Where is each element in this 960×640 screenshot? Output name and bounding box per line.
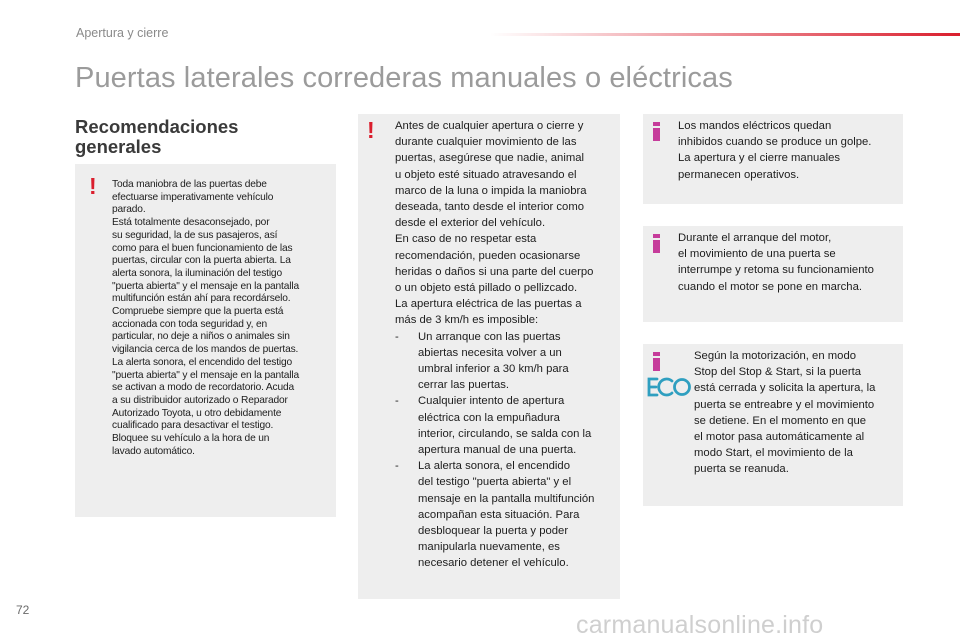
text-line: Toda maniobra de las puertas debe bbox=[112, 179, 267, 190]
info-box-text bbox=[694, 348, 902, 478]
text-line: Bloquee su vehículo a la hora de un bbox=[112, 433, 270, 445]
text-line: "puerta abierta" y el mensaje en la pantalla bbox=[112, 369, 299, 381]
warning-box-general bbox=[75, 164, 336, 517]
text-line: Según la motorización, en modo bbox=[694, 350, 857, 362]
text-line: desbloquear la puerta y poder bbox=[418, 525, 569, 538]
text-line: Está totalmente desaconsejado, por bbox=[112, 217, 270, 229]
text-line: apertura manual de una puerta. bbox=[418, 444, 577, 457]
text-line: u objeto esté situado atravesando el bbox=[395, 168, 577, 181]
text-line: el movimiento de una puerta se bbox=[678, 248, 836, 261]
watermark: carmanualsonline.info bbox=[576, 611, 824, 639]
list-item bbox=[395, 329, 620, 394]
text-line: puerta se entreabre y el movimiento bbox=[694, 398, 875, 411]
text-line: a su distribuidor autorizado o Reparador bbox=[112, 394, 288, 406]
text-line: como para el buen funcionamiento de las bbox=[112, 242, 293, 254]
info-icon bbox=[653, 234, 660, 253]
dash-list bbox=[395, 329, 620, 572]
text-line: particular, no deje a niños o animales sin bbox=[112, 331, 290, 343]
text-line: Stop del Stop & Start, si la puerta bbox=[694, 366, 862, 379]
text-line: Autorizado Toyota, u otro debidamente bbox=[112, 407, 282, 419]
text-line: En caso de no respetar esta bbox=[395, 233, 537, 246]
text-line: durante cualquier movimiento de las bbox=[395, 136, 577, 149]
text-line: vigilancia cerca de los mandos de puertas. bbox=[112, 344, 299, 356]
text-line: desde el exterior del vehículo. bbox=[395, 217, 546, 230]
info-icon bbox=[653, 352, 660, 371]
text-line: se detiene. En el momento en que bbox=[694, 414, 867, 427]
text-line: Los mandos eléctricos quedan bbox=[678, 120, 832, 132]
warning-box-text bbox=[112, 179, 334, 458]
warning-box-text bbox=[395, 118, 620, 572]
text-line: - Cualquier intento de apertura bbox=[418, 395, 565, 408]
text-line: umbral inferior a 30 km/h para bbox=[418, 363, 569, 376]
text-line: "puerta abierta" y el mensaje en la pantalla bbox=[112, 280, 299, 292]
text-line: parado. bbox=[112, 204, 146, 216]
page-number: 72 bbox=[16, 603, 30, 617]
text-line: puertas, asegúrese que nadie, animal bbox=[395, 152, 585, 165]
info-box-text bbox=[678, 230, 902, 295]
text-line: del testigo "puerta abierta" y el bbox=[418, 476, 572, 489]
text-line: cerrar las puertas. bbox=[418, 379, 510, 392]
text-line: efectuarse imperativamente vehículo bbox=[112, 191, 274, 203]
info-box-impact bbox=[643, 114, 903, 204]
list-item bbox=[395, 458, 620, 571]
text-line: La apertura eléctrica de las puertas a bbox=[395, 298, 582, 311]
text-line: - Un arranque con las puertas bbox=[418, 330, 561, 343]
text-line: interior, circulando, se salda con la bbox=[418, 427, 592, 440]
text-line: acompañan esta situación. Para bbox=[418, 508, 580, 521]
text-line: puerta se reanuda. bbox=[694, 463, 789, 476]
text-line: inhibidos cuando se produce un golpe. bbox=[678, 136, 872, 149]
text-line: interrumpe y retoma su funcionamiento bbox=[678, 264, 874, 277]
warning-box-door-movement bbox=[358, 114, 620, 599]
text-line: necesario detener el vehículo. bbox=[418, 557, 569, 570]
text-line: multifunción están ahí para recordárselo. bbox=[112, 293, 291, 305]
text-line: el motor pasa automáticamente al bbox=[694, 431, 865, 444]
list-item bbox=[395, 393, 620, 458]
text-line: está cerrada y solicita la apertura, la bbox=[694, 382, 876, 395]
text-line: deseada, tanto desde el interior como bbox=[395, 201, 585, 214]
text-line: alerta sonora, la iluminación del testigo bbox=[112, 267, 282, 279]
text-line: su seguridad, la de sus pasajeros, así bbox=[112, 229, 278, 241]
section-label: Apertura y cierre bbox=[76, 26, 169, 40]
eco-icon bbox=[645, 376, 691, 398]
text-line: se activan a modo de recordatorio. Acuda bbox=[112, 382, 295, 394]
header-accent-line bbox=[490, 33, 960, 36]
warning-exclamation-icon: ! bbox=[367, 117, 375, 143]
text-line: cuando el motor se pone en marcha. bbox=[678, 280, 862, 293]
warning-exclamation-icon: ! bbox=[89, 173, 97, 199]
text-line: accionada con toda seguridad y, en bbox=[112, 318, 267, 330]
text-line: más de 3 km/h es imposible: bbox=[395, 314, 539, 327]
page-title: Puertas laterales correderas manuales o eléctricas bbox=[75, 62, 733, 94]
sub-heading: Recomendaciones generales bbox=[75, 116, 239, 157]
info-box-text bbox=[678, 118, 902, 183]
text-line: marco de la luna o impida la maniobra bbox=[395, 184, 587, 197]
text-line: cualificado para desactivar el testigo. bbox=[112, 420, 274, 432]
info-icon bbox=[653, 122, 660, 141]
text-line: Antes de cualquier apertura o cierre y bbox=[395, 120, 584, 132]
text-line: - La alerta sonora, el encendido bbox=[418, 460, 570, 473]
text-line: La apertura y el cierre manuales bbox=[678, 152, 841, 165]
text-line: La alerta sonora, el encendido del testigo bbox=[112, 356, 293, 368]
text-line: lavado automático. bbox=[112, 445, 195, 457]
text-line: Compruebe siempre que la puerta está bbox=[112, 306, 284, 318]
info-box-engine-start bbox=[643, 226, 903, 322]
text-line: Durante el arranque del motor, bbox=[678, 232, 832, 244]
text-line: o un objeto está pillado o pellizcado. bbox=[395, 282, 578, 295]
text-line: permanecen operativos. bbox=[678, 168, 800, 181]
text-line: heridas o daños si una parte del cuerpo bbox=[395, 265, 594, 278]
text-line: recomendación, pueden ocasionarse bbox=[395, 249, 581, 262]
text-line: puertas, circular con la puerta abierta. La bbox=[112, 255, 291, 267]
text-line: modo Start, el movimiento de la bbox=[694, 447, 853, 460]
text-line: mensaje en la pantalla multifunción bbox=[418, 492, 595, 505]
text-line: manipularla nuevamente, es bbox=[418, 541, 560, 554]
text-line: eléctrica con la empuñadura bbox=[418, 411, 560, 424]
text-line: abiertas necesita volver a un bbox=[418, 346, 562, 359]
info-box-stop-start bbox=[643, 344, 903, 506]
